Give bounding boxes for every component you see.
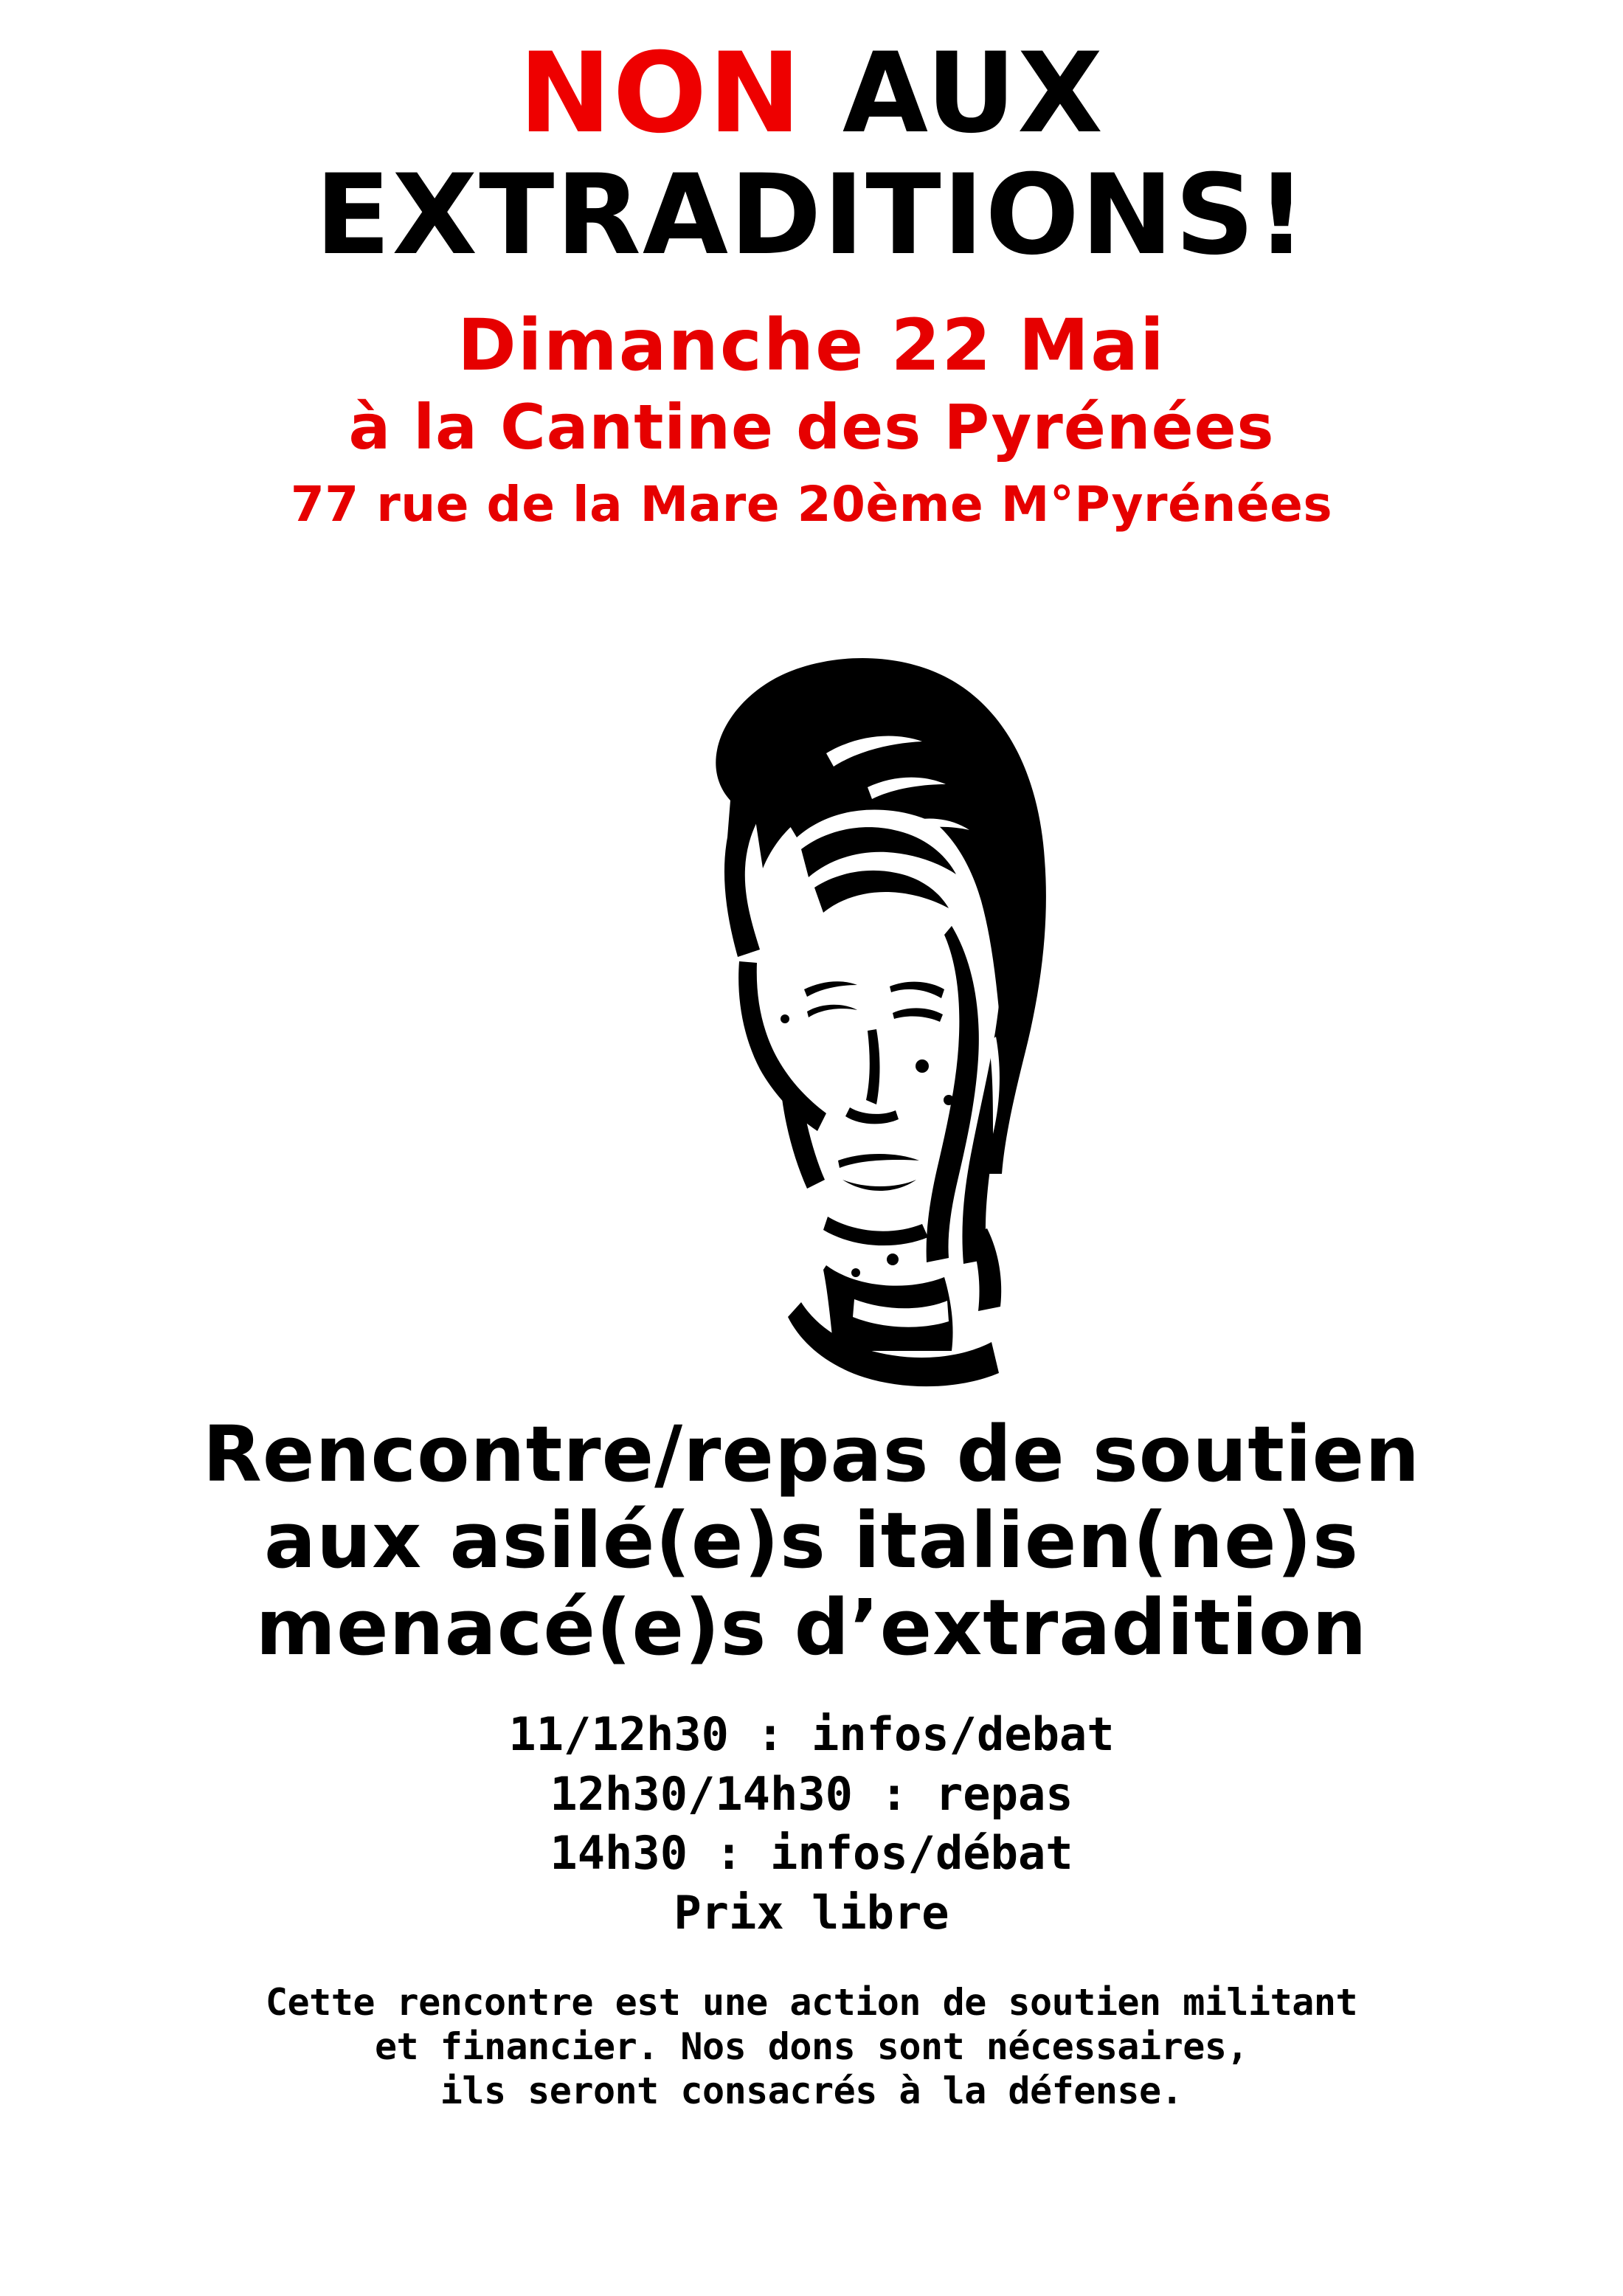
event-date: Dimanche 22 Mai: [457, 304, 1166, 387]
schedule-item: 14h30 : infos/débat: [550, 1826, 1073, 1881]
headline-line-1: [0, 30, 1623, 158]
statement-line-3: menacé(e)s d’extradition: [255, 1582, 1368, 1673]
headline-line-2: EXTRADITIONS!: [315, 151, 1308, 280]
stencil-portrait-image: [509, 579, 1114, 1398]
event-info-block: [0, 304, 1623, 533]
schedule-block: [0, 1705, 1623, 1943]
portrait-container: [0, 579, 1623, 1398]
statement-line-1: Rencontre/repas de soutien: [202, 1408, 1421, 1499]
footer-note-line: Cette rencontre est une action de soutien militant: [265, 1980, 1358, 2024]
event-address: 77 rue de la Mare 20ème M°Pyrénées: [290, 475, 1333, 533]
headline-block: [0, 0, 1623, 280]
schedule-item: Prix libre: [674, 1885, 949, 1940]
statement-block: [0, 1408, 1623, 1673]
footer-note-line: ils seront consacrés à la défense.: [440, 2069, 1183, 2112]
footer-note-line: et financier. Nos dons sont nécessaires,: [374, 2024, 1249, 2068]
headline-word-aux: AUX: [802, 30, 1104, 158]
statement-line-2: aux asilé(e)s italien(ne)s: [263, 1495, 1360, 1586]
event-venue: à la Cantine des Pyrénées: [348, 391, 1275, 464]
schedule-item: 11/12h30 : infos/debat: [508, 1707, 1115, 1762]
schedule-item: 12h30/14h30 : repas: [550, 1766, 1073, 1821]
headline-word-non: NON: [519, 30, 803, 158]
footer-note-block: [0, 1980, 1623, 2113]
